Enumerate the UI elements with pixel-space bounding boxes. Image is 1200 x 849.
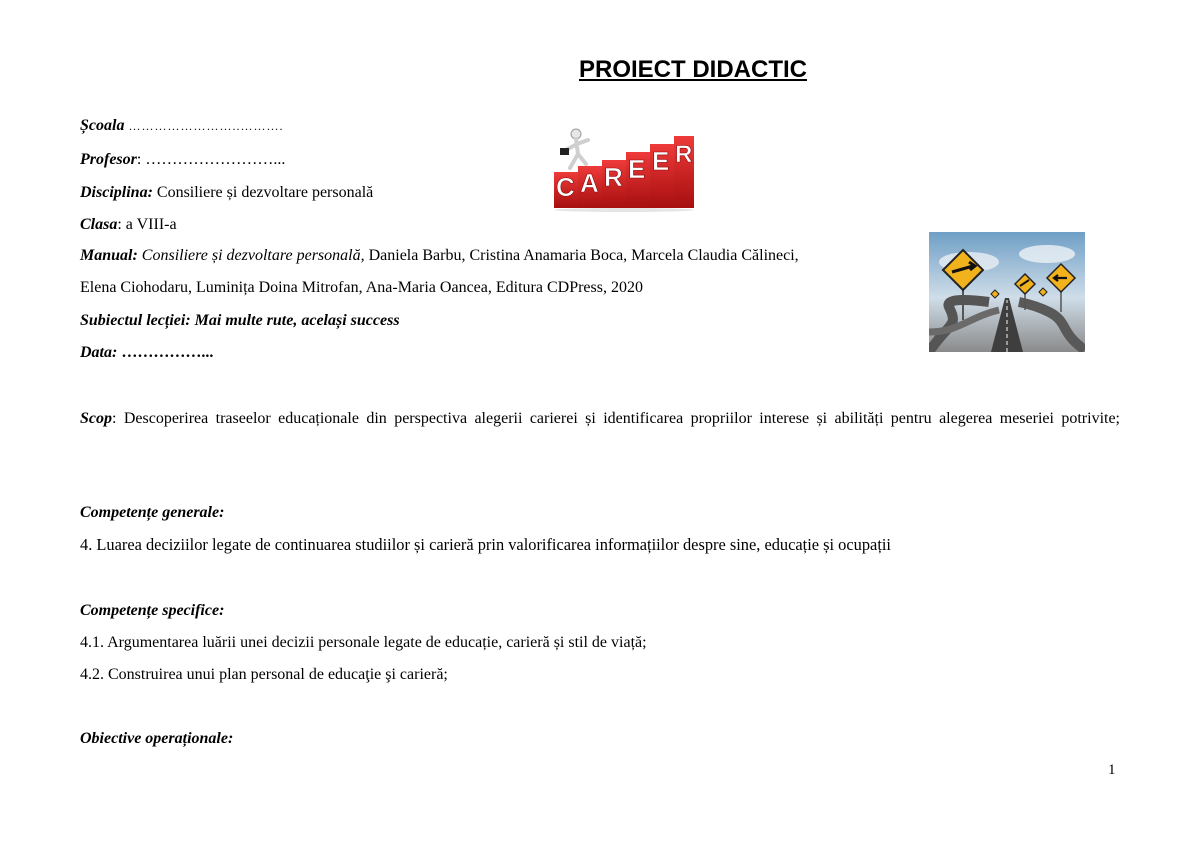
manual-label: Manual bbox=[80, 247, 133, 264]
manual-line bbox=[80, 246, 799, 266]
svg-text:E: E bbox=[628, 154, 646, 184]
manual-authors-2: Elena Ciohodaru, Luminița Doina Mitrofan, Ana-Maria Oancea, Editura CDPress, 2020 bbox=[80, 279, 643, 296]
subiect-label: Subiectul lecției bbox=[80, 312, 186, 329]
career-logo-image bbox=[548, 124, 700, 212]
manual-book-title: Consiliere și dezvoltare personală, bbox=[141, 247, 365, 264]
competente-specifice-heading: Competențe specifice: bbox=[80, 602, 225, 619]
disciplina-line bbox=[80, 183, 373, 203]
road-signs-icon bbox=[929, 232, 1085, 352]
competenta-specifica-item: 4.2. Construirea unui plan personal de educaţie şi carieră; bbox=[80, 666, 448, 683]
profesor-value: : ……………………... bbox=[136, 151, 286, 168]
scop-label: Scop bbox=[80, 410, 112, 427]
competente-generale-heading: Competențe generale: bbox=[80, 504, 225, 521]
page-title: PROIECT DIDACTIC bbox=[579, 56, 807, 83]
clasa-label: Clasa bbox=[80, 216, 118, 233]
road-signs-image bbox=[929, 232, 1085, 352]
competenta-specifica-item: 4.1. Argumentarea luării unei decizii personale legate de educație, carieră și stil de viață; bbox=[80, 634, 647, 651]
subiect-line bbox=[80, 311, 400, 331]
profesor-line bbox=[80, 150, 285, 170]
clasa-value: : a VIII-a bbox=[117, 216, 177, 233]
svg-text:A: A bbox=[580, 168, 599, 198]
clasa-line bbox=[80, 215, 177, 235]
profesor-label: Profesor bbox=[80, 151, 137, 168]
data-value: ……………... bbox=[117, 344, 214, 361]
data-line bbox=[80, 343, 213, 363]
scop-text: : Descoperirea traseelor educaționale din perspectiva alegerii carierei și identificarea propriilor interese și abilități pentru alegerea meseriei potrivite; bbox=[112, 410, 1120, 427]
manual-authors-1: Daniela Barbu, Cristina Anamaria Boca, Marcela Claudia Călineci, bbox=[364, 247, 799, 264]
data-label: Data: bbox=[80, 344, 118, 361]
svg-text:R: R bbox=[675, 141, 693, 168]
manual-colon: : bbox=[132, 247, 142, 264]
career-letter: C bbox=[556, 172, 575, 202]
scop-paragraph bbox=[80, 404, 1120, 464]
svg-text:E: E bbox=[652, 146, 670, 176]
disciplina-value: Consiliere și dezvoltare personală bbox=[152, 184, 374, 201]
scoala-line bbox=[80, 116, 283, 136]
competenta-generala-item: 4. Luarea deciziilor legate de continuarea studiilor și carieră prin valorificarea informațiilor despre sine, educație și ocupații bbox=[80, 535, 891, 554]
obiective-heading: Obiective operaționale: bbox=[80, 730, 234, 747]
scoala-value: ……………………..………. bbox=[124, 119, 284, 133]
svg-text:R: R bbox=[604, 162, 623, 192]
page-number: 1 bbox=[1108, 762, 1116, 778]
scoala-label: Școala bbox=[80, 117, 125, 134]
career-logo-icon bbox=[548, 124, 700, 212]
subiect-value: : Mai multe rute, același success bbox=[185, 312, 400, 329]
disciplina-label: Disciplina: bbox=[80, 184, 153, 201]
